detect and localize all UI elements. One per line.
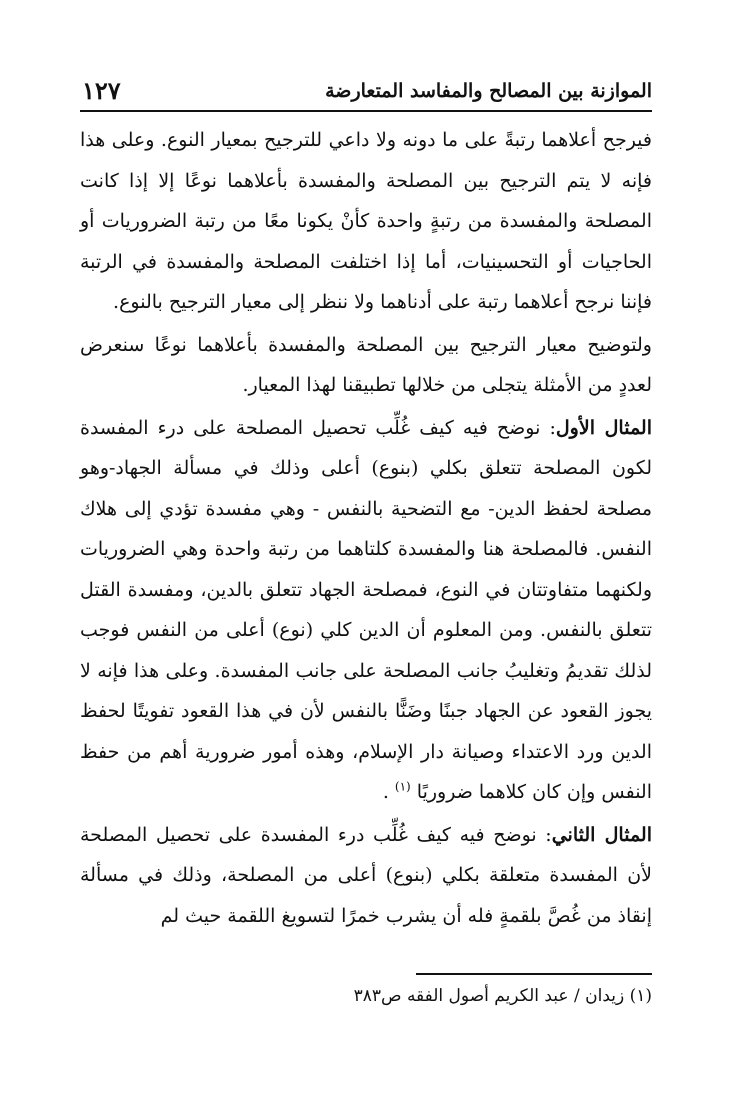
footnote-reference: (١) <box>394 779 411 794</box>
paragraph-1-text: فيرجح أعلاهما رتبةً على ما دونه ولا داعي للترجيح بمعيار النوع. وعلى هذا فإنه لا يتم الترجيح بين المصلحة والمفسدة بأعلاهما نوعًا إلا إذا كانت المصلحة والمفسدة من رتبةٍ واحدة كأنْ يكونا معًا من رتبة الضروريات أو الحاجيات أو التحسينيات، أما إذا اختلفت المصلحة والمفسدة في الرتبة فإننا نرجح أعلاهما رتبة على أدناهما ولا ننظر إلى معيار الترجيح بالنوع. <box>80 129 652 313</box>
footnote: (١) زيدان / عبد الكريم أصول الفقه ص٣٨٣ <box>353 986 652 1006</box>
paragraph-2 <box>80 325 652 406</box>
running-header <box>80 74 652 110</box>
paragraph-3-tail: . <box>382 781 389 803</box>
paragraph-4-text: : نوضح فيه كيف غُلِّب درء المفسدة على تحصيل المصلحة لأن المفسدة متعلقة بكلي (بنوع) أعلى من المصلحة، وذلك في مسألة إنقاذ من غُصَّ بلقمةٍ فله أن يشرب خمرًا لتسويغ اللقمة حيث لم <box>80 823 652 927</box>
paragraph-3 <box>80 408 652 813</box>
body-text <box>80 120 652 938</box>
page-number: ١٢٧ <box>82 76 121 105</box>
header-rule <box>80 110 652 112</box>
running-title: الموازنة بين المصالح والمفاسد المتعارضة <box>325 80 652 102</box>
paragraph-2-text: ولتوضيح معيار الترجيح بين المصلحة والمفسدة بأعلاهما نوعًا سنعرض لعددٍ من الأمثلة يتجلى من خلالها تطبيقنا لهذا المعيار. <box>80 333 652 396</box>
paragraph-4 <box>80 815 652 937</box>
paragraph-1 <box>80 120 652 323</box>
paragraph-3-text: : نوضح فيه كيف غُلِّب تحصيل المصلحة على درء المفسدة لكون المصلحة تتعلق بكلي (بنوع) أعلى وذلك في مسألة الجهاد-وهو مصلحة لحفظ الدين- مع التضحية بالنفس - وهي مفسدة تؤدي إلى هلاك النفس. فالمصلحة هنا والمفسدة كلتاهما من رتبة واحدة وهي الضروريات ولكنهما متفاوتتان في النوع، فمصلحة الجهاد تتعلق بالدين، ومفسدة القتل تتعلق بالنفس. ومن المعلوم أن الدين كلي (نوع) أعلى من النفس فوجب لذلك تقديمُ وتغليبُ جانب المصلحة على جانب المفسدة. وعلى هذا فإنه لا يجوز القعود عن الجهاد جبنًا وضَنًّا بالنفس لأن في هذا القعود تفويتًا لحفظ الدين ورد الاعتداء وصيانة دار الإسلام، وهذه أمور ضرورية أهم من حفظ النفس وإن كان كلاهما ضروريًا <box>80 416 652 803</box>
example-1-heading: المثال الأول <box>555 416 652 439</box>
example-2-heading: المثال الثاني <box>551 823 652 846</box>
footnote-rule <box>416 973 652 975</box>
